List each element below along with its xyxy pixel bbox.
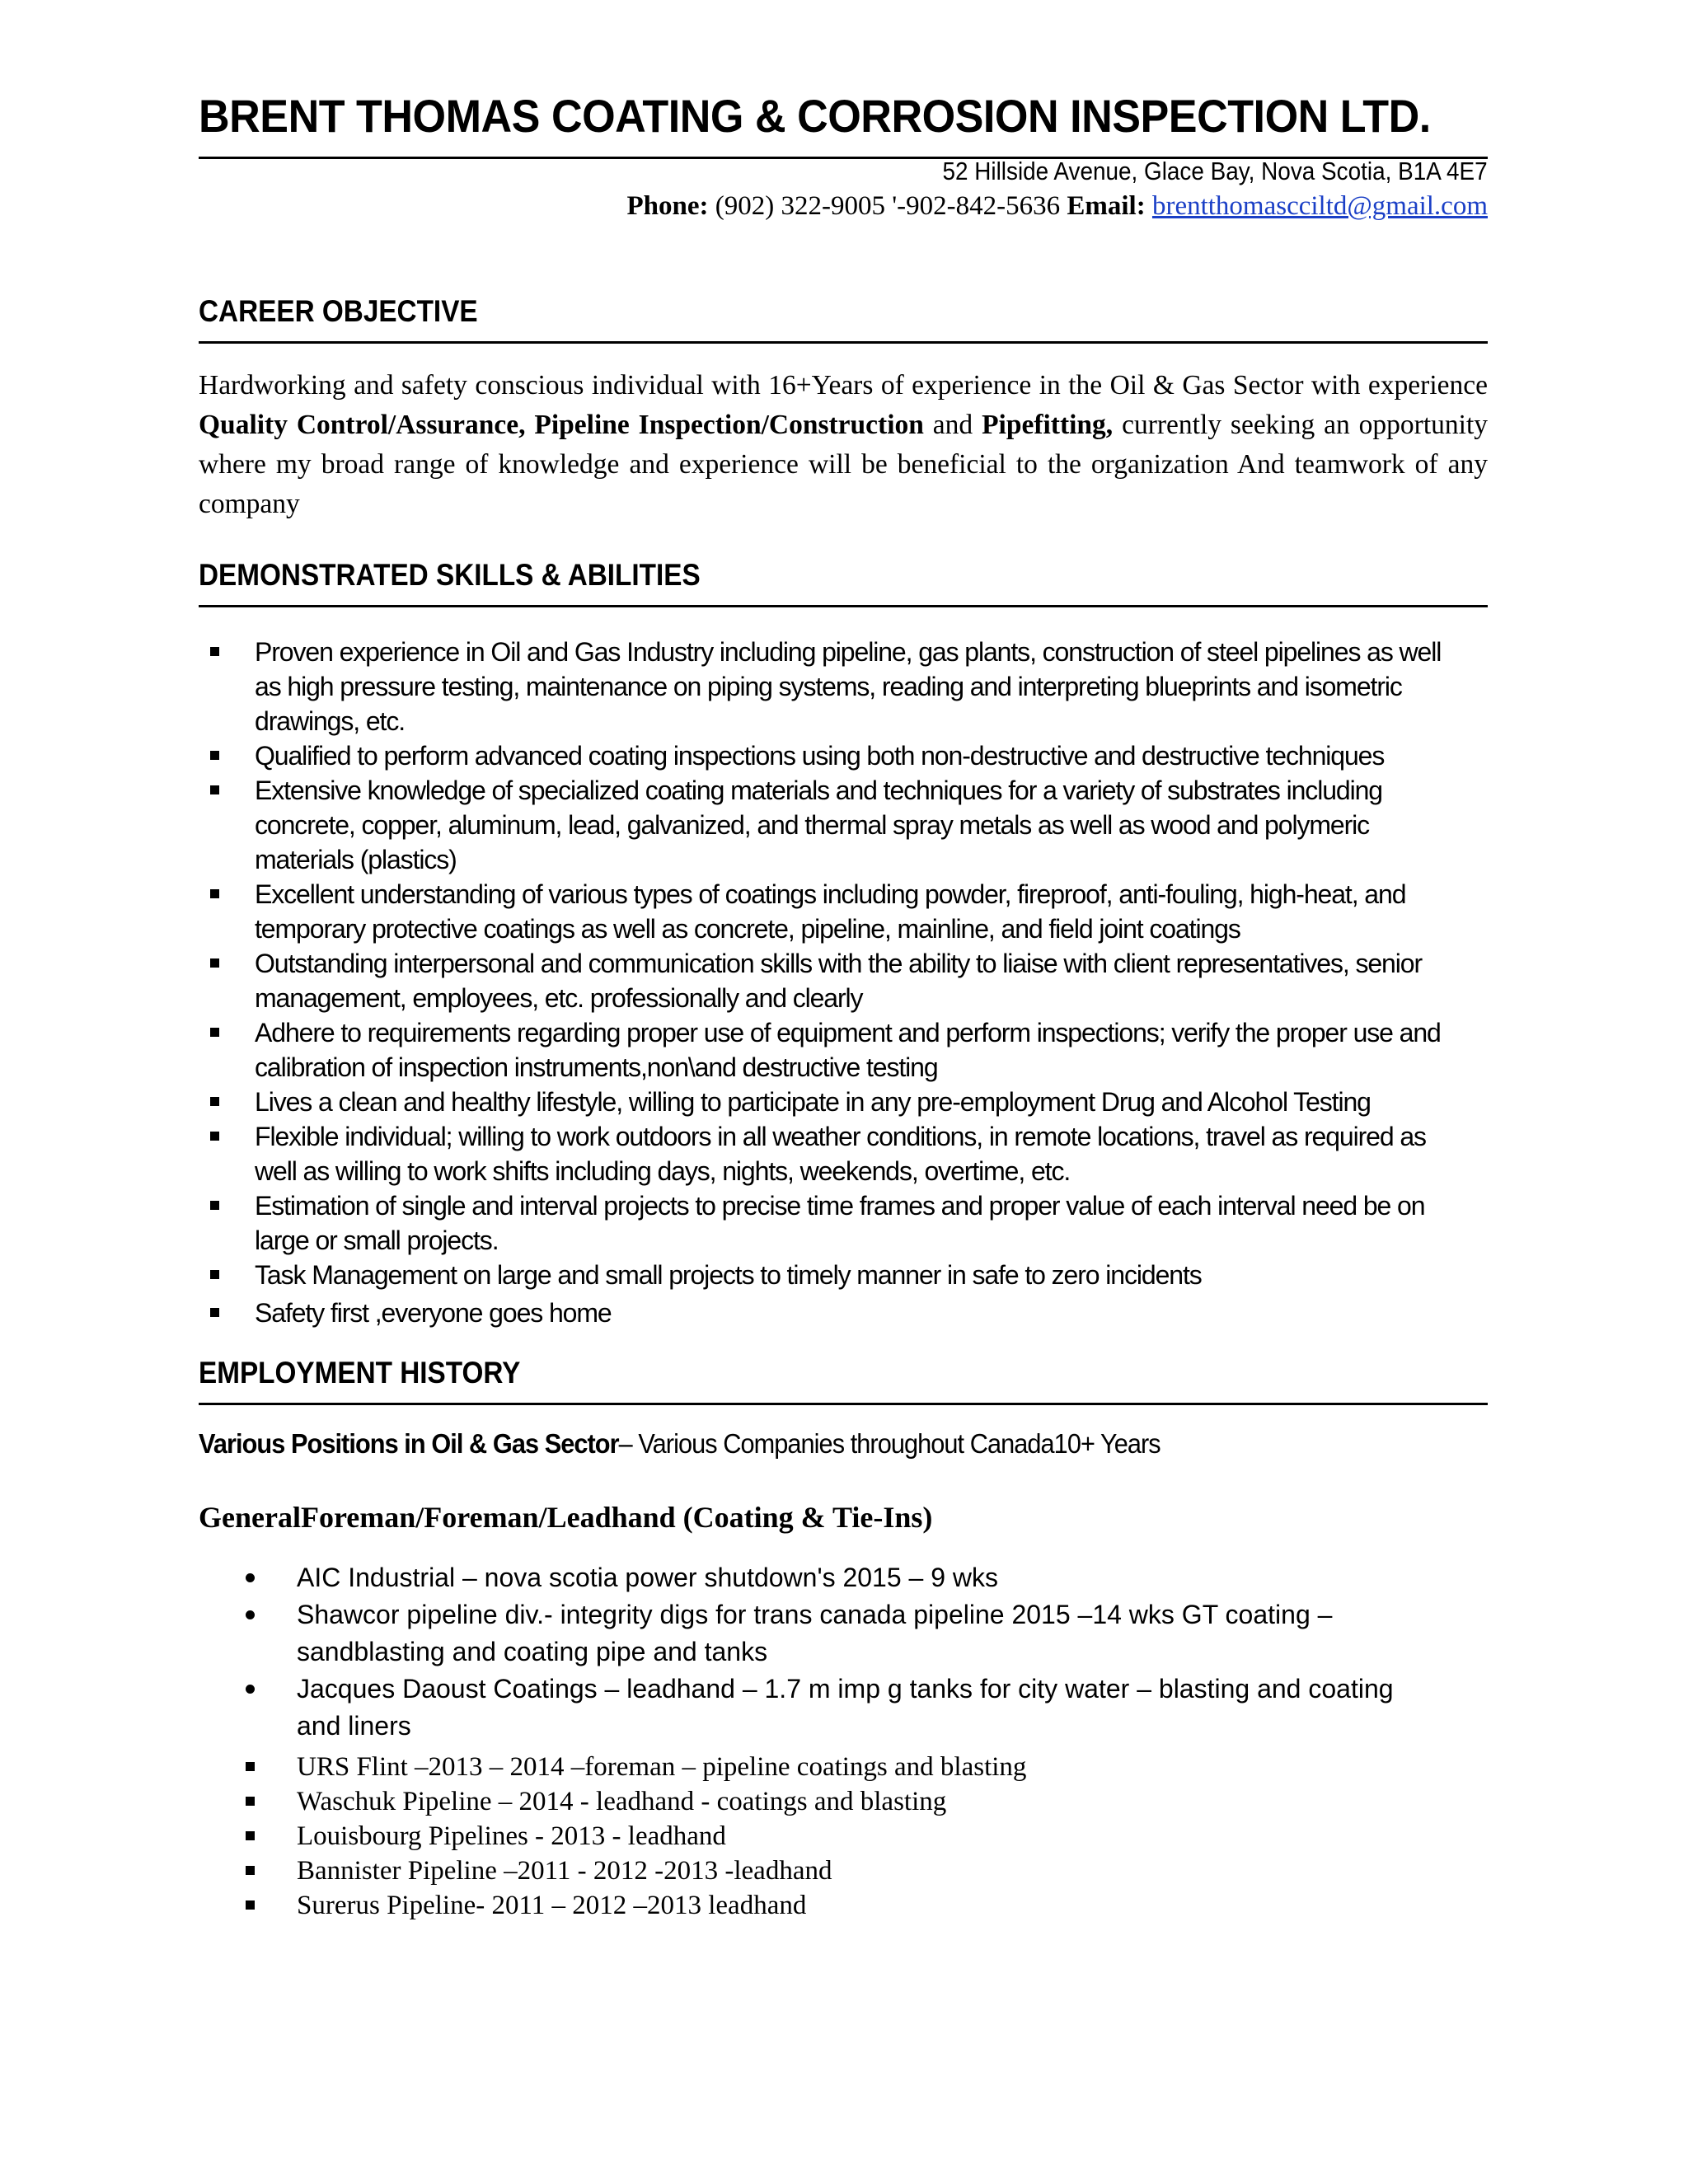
job-item [199, 1596, 1488, 1671]
summary-rest: – Various Companies throughout Canada10+ Years [618, 1428, 1160, 1459]
skill-line: Estimation of single and interval projects to precise time frames and proper value of each interval need be on [255, 1191, 1425, 1221]
email-label: Email: [1067, 191, 1146, 221]
phone-value: (902) 322-9005 '-902-842-5636 [715, 191, 1061, 221]
summary-bold: Various Positions in Oil & Gas Sector [199, 1428, 619, 1459]
pipeline-jobs-list [199, 1750, 1488, 1923]
objective-text-1: Hardworking and safety conscious individual with 16+Years of experience in the Oil & Gas Sector with experience [199, 370, 1488, 401]
square-bullet-icon [210, 889, 219, 898]
square-bullet-icon [246, 1831, 255, 1840]
objective-bold-3: Pipefitting, [982, 410, 1114, 440]
square-bullet-icon [210, 1308, 219, 1317]
career-objective-text [199, 366, 1488, 524]
role-title: GeneralForeman/Foreman/Leadhand (Coating & Tie-Ins) [199, 1501, 933, 1534]
skill-item [199, 635, 1488, 738]
job-line: sandblasting and coating pipe and tanks [297, 1637, 768, 1666]
job-line: Surerus Pipeline- 2011 – 2012 –2013 leadhand [297, 1891, 807, 1920]
skill-line: concrete, copper, aluminum, lead, galvanized, and thermal spray metals as well as wood and polymeric [255, 810, 1370, 840]
square-bullet-icon [246, 1866, 255, 1875]
job-item [199, 1819, 1488, 1854]
employment-summary [199, 1428, 1160, 1460]
skill-line: Extensive knowledge of specialized coating materials and techniques for a variety of substrates including [255, 776, 1383, 805]
square-bullet-icon [210, 1270, 219, 1279]
recent-jobs-list [199, 1559, 1488, 1745]
job-line: Louisbourg Pipelines - 2013 - leadhand [297, 1821, 726, 1851]
job-line: Bannister Pipeline –2011 - 2012 -2013 -leadhand [297, 1856, 832, 1886]
skill-line: Task Management on large and small projects to timely manner in safe to zero incidents [255, 1260, 1202, 1290]
skill-line: Safety first ,everyone goes home [255, 1298, 612, 1328]
square-bullet-icon [210, 1132, 219, 1141]
job-item [199, 1854, 1488, 1888]
skill-line: Outstanding interpersonal and communication skills with the ability to liaise with client representatives, senior [255, 949, 1423, 978]
square-bullet-icon [210, 751, 219, 760]
square-bullet-icon [210, 785, 219, 794]
skill-line: Flexible individual; willing to work outdoors in all weather conditions, in remote locations, travel as required as [255, 1122, 1426, 1151]
skill-line: calibration of inspection instruments,non\and destructive testing [255, 1052, 938, 1082]
round-bullet-icon [246, 1573, 255, 1582]
career-objective-heading: CAREER OBJECTIVE [199, 294, 478, 328]
skill-line: Lives a clean and healthy lifestyle, willing to participate in any pre-employment Drug and Alcohol Testing [255, 1087, 1371, 1117]
skill-item [199, 1085, 1488, 1119]
skill-item [199, 773, 1488, 877]
job-line: Jacques Daoust Coatings – leadhand – 1.7 m imp g tanks for city water – blasting and coating [297, 1674, 1394, 1704]
square-bullet-icon [210, 1201, 219, 1210]
employment-heading: EMPLOYMENT HISTORY [199, 1356, 521, 1390]
address: 52 Hillside Avenue, Glace Bay, Nova Scotia, B1A 4E7 [942, 157, 1488, 185]
skill-line: well as willing to work shifts including days, nights, weekends, overtime, etc. [255, 1156, 1071, 1186]
career-objective-divider [199, 341, 1488, 344]
job-line: Waschuk Pipeline – 2014 - leadhand - coatings and blasting [297, 1787, 947, 1816]
skill-line: management, employees, etc. professionally and clearly [255, 983, 863, 1013]
square-bullet-icon [246, 1762, 255, 1771]
square-bullet-icon [246, 1797, 255, 1806]
objective-text-3: currently seeking an opportunity where my broad range of knowledge and experience will be beneficial to the organization And teamwork of any company [199, 410, 1489, 519]
round-bullet-icon [246, 1610, 255, 1619]
job-line: URS Flint –2013 – 2014 –foreman – pipeline coatings and blasting [297, 1752, 1027, 1782]
skill-item [199, 1258, 1488, 1292]
round-bullet-icon [246, 1685, 255, 1694]
square-bullet-icon [210, 647, 219, 656]
objective-bold-1: Quality Control/Assurance, [199, 410, 526, 440]
job-item [199, 1559, 1488, 1596]
job-item [199, 1671, 1488, 1745]
skill-line: temporary protective coatings as well as concrete, pipeline, mainline, and field joint coatings [255, 914, 1240, 944]
job-line: Shawcor pipeline div.- integrity digs for trans canada pipeline 2015 –14 wks GT coating – [297, 1600, 1333, 1629]
skills-heading: DEMONSTRATED SKILLS & ABILITIES [199, 558, 701, 592]
skill-line: Qualified to perform advanced coating inspections using both non-destructive and destructive techniques [255, 741, 1385, 771]
skill-item [199, 1015, 1488, 1085]
skill-line: drawings, etc. [255, 706, 406, 736]
square-bullet-icon [210, 1097, 219, 1106]
skill-line: Adhere to requirements regarding proper use of equipment and perform inspections; verify the proper use and [255, 1018, 1441, 1047]
skills-list [199, 635, 1488, 1330]
job-line: and liners [297, 1711, 411, 1741]
square-bullet-icon [210, 958, 219, 968]
skill-line: Proven experience in Oil and Gas Industry including pipeline, gas plants, construction of steel pipelines as well [255, 637, 1442, 667]
email-link[interactable]: brentthomascciltd@gmail.com [1151, 191, 1488, 221]
employment-divider [199, 1403, 1488, 1405]
job-item [199, 1784, 1488, 1819]
objective-bold-2: Pipeline Inspection/Construction [534, 410, 924, 440]
square-bullet-icon [246, 1900, 255, 1910]
job-item [199, 1888, 1488, 1923]
skill-line: as high pressure testing, maintenance on piping systems, reading and interpreting blueprints and isometric [255, 672, 1402, 701]
company-name: BRENT THOMAS COATING & CORROSION INSPECTION LTD. [199, 90, 1431, 142]
contact-line [626, 191, 1488, 222]
skill-line: large or small projects. [255, 1226, 499, 1255]
job-item [199, 1750, 1488, 1784]
skill-item [199, 1296, 1488, 1330]
skill-line: materials (plastics) [255, 845, 457, 874]
skill-item [199, 738, 1488, 773]
skill-item [199, 1119, 1488, 1188]
skill-item [199, 946, 1488, 1015]
job-line: AIC Industrial – nova scotia power shutdown's 2015 – 9 wks [297, 1563, 999, 1592]
square-bullet-icon [210, 1028, 219, 1037]
skill-item [199, 1188, 1488, 1258]
phone-label: Phone: [626, 191, 709, 221]
skill-item [199, 877, 1488, 946]
skill-line: Excellent understanding of various types of coatings including powder, fireproof, anti-fouling, high-heat, and [255, 879, 1406, 909]
objective-text-2: and [932, 410, 973, 440]
skills-divider [199, 605, 1488, 607]
